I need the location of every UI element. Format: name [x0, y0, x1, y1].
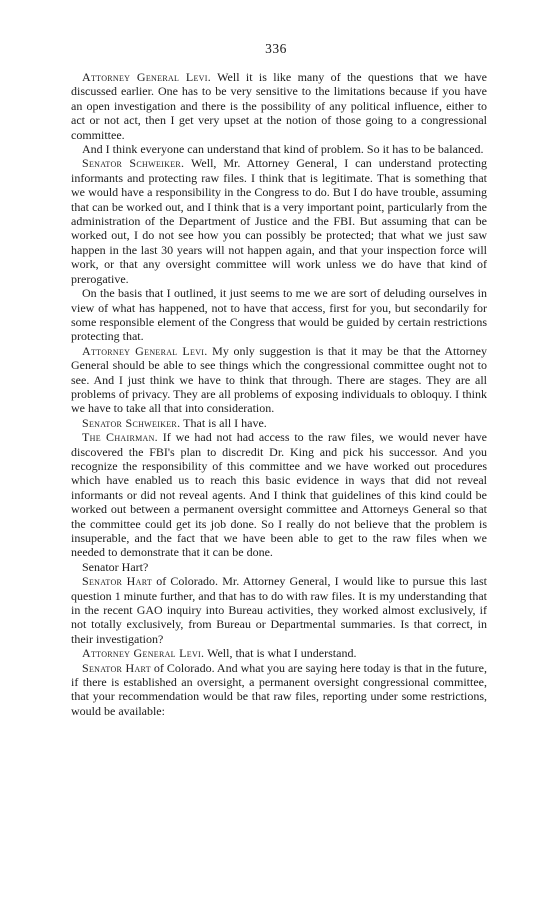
paragraph-text: That is all I have.	[180, 415, 267, 430]
speaker-name: Attorney General Levi.	[82, 646, 205, 661]
paragraph-text: And I think everyone can understand that kind of problem. So it has to be balanced.	[82, 142, 484, 157]
paragraph-text: Well it is like many of the questions that we have discussed earlier. One has to be very sensitive to the limitations because if you have an open investigation and there is the possibility of any political influence, either to act or not act, then I get very upset at the notion of those going to a congressional committee.	[71, 70, 487, 142]
speaker-name: Senator Hart	[82, 660, 151, 675]
paragraph	[71, 156, 487, 286]
paragraph	[71, 430, 487, 560]
paragraph-text: Senator Hart?	[82, 559, 149, 574]
speaker-name: Senator Schweiker.	[82, 156, 185, 171]
paragraph-text: On the basis that I outlined, it just seems to me we are sort of deluding ourselves in view of what has happened, not to have that access, first for you, but secondarily for some responsible element of the Congress that would be guided by certain restrictions protecting that.	[71, 286, 487, 344]
paragraph	[71, 286, 487, 344]
paragraph-text: My only suggestion is that it may be that the Attorney General should be able to see things which the congressional committee ought not to see. And I just think we have to think that through. There are stages. They are all problems of privacy. They are all problems of exposing individuals to obloquy. I think we have to take all that into consideration.	[71, 343, 487, 416]
paragraph-text: If we had not had access to the raw files, we would never have discovered the FBI's plan to discredit Dr. King and pick his successor. And you recognize the responsibility of this committee and we have worked out procedures which have enabled us to reach this basic evidence in ways that did not reveal informants or did not reveal agents. And I think that guidelines of this kind could be worked out between a permanent oversight committee and Attorneys General so that the committee could get its job done. So I really do not believe that the problem is insuperable, and the fact that we have been able to get to the raw files when we needed to demonstrate that it can be done.	[71, 430, 487, 560]
paragraph	[71, 344, 487, 416]
speaker-name: Senator Hart	[82, 574, 153, 589]
paragraph	[71, 70, 487, 142]
speaker-name: The Chairman.	[82, 430, 158, 445]
paragraph	[71, 646, 487, 660]
speaker-name: Attorney General Levi.	[82, 70, 212, 84]
paragraph	[71, 142, 487, 156]
speaker-name: Senator Schweiker.	[82, 415, 181, 430]
paragraph	[71, 574, 487, 646]
paragraph-text: Well, Mr. Attorney General, I can understand protecting informants and protecting raw files. I think that is legitimate. That is something that we would have a responsibility in the Congress to do. But I do have trouble, assuming that can be worked out, and I think that is a very important point, particularly from the administration of the Department of Justice and the FBI. But assuming that can be worked out, I do not see how you can possibly be protected; that what we just saw happen in the last 30 years will not happen again, and that your inspection force will work, or that any oversight committee will work unless we do have that kind of prerogative.	[71, 156, 487, 286]
paragraph	[71, 416, 487, 430]
page-number: 336	[265, 41, 287, 56]
paragraph-text: of Colorado. Mr. Attorney General, I would like to pursue this last question 1 minute further, and that has to do with raw files. It is my understanding that in the recent GAO inquiry into Bureau activities, they worked almost exclusively, if not totally exclusively, from Bureau or Departmental summaries. Is that correct, in their investigation?	[71, 574, 487, 646]
paragraph	[71, 661, 487, 719]
paragraph-text: of Colorado. And what you are saying here today is that in the future, if there is established an oversight, a permanent oversight congressional committee, that your recommendation would be that raw files, reporting under some restrictions, would be available:	[71, 660, 487, 718]
paragraph-text: Well, that is what I understand.	[204, 646, 357, 661]
speaker-name: Attorney General Levi.	[82, 343, 208, 358]
transcript-body	[71, 70, 487, 718]
paragraph	[71, 560, 487, 574]
